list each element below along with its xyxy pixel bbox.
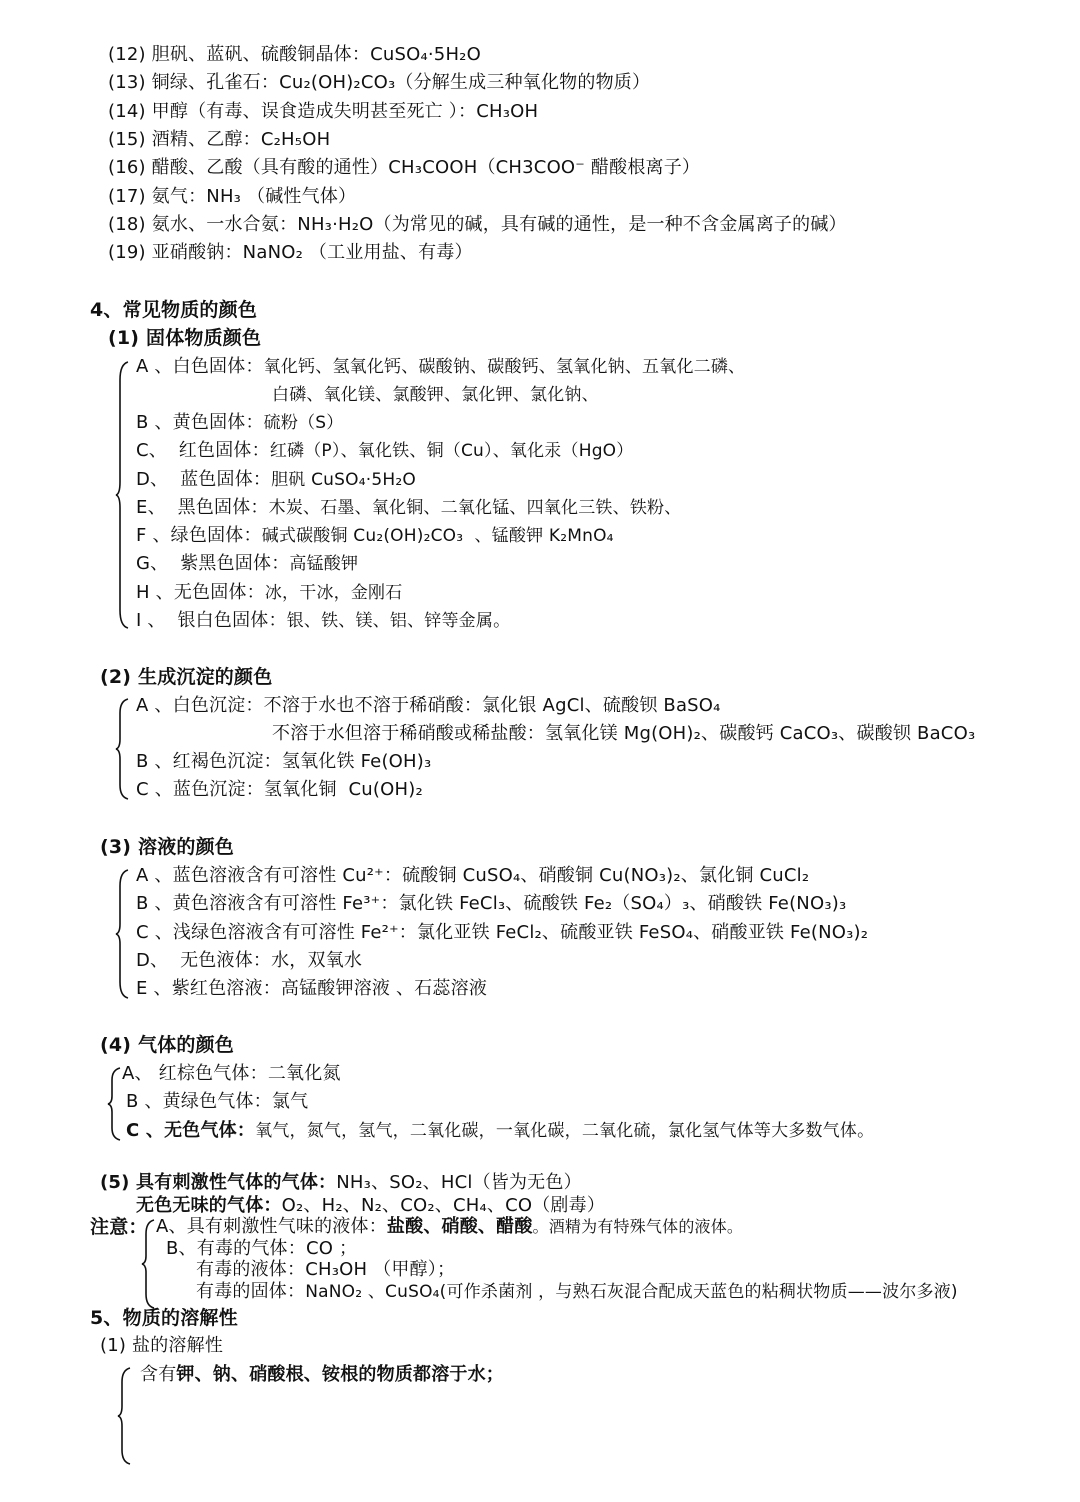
list-item: A、 红棕色气体：二氧化氮 (122, 1063, 341, 1084)
list-item: C 、蓝色沉淀：氢氧化铜 Cu(OH)₂ (136, 779, 423, 800)
section-title: 5、物质的溶解性 (90, 1307, 238, 1329)
left-brace-icon (118, 1366, 132, 1466)
list-item: B 、黄色溶液含有可溶性 Fe³⁺：氯化铁 FeCl₃、硫酸铁 Fe₂（SO₄）₃、硝酸铁 Fe(NO₃)₃ (136, 893, 847, 914)
odor-line: 无色无味的气体：O₂、H₂、N₂、CO₂、CH₄、CO（剧毒） (136, 1195, 606, 1216)
list-item: 有毒的液体：CH₃OH （甲醇）； (196, 1259, 456, 1280)
left-brace-icon (116, 360, 130, 630)
subsection-title-solution: (3) 溶液的颜色 (100, 836, 235, 858)
list-item: (13) 铜绿、孔雀石：Cu₂(OH)₂CO₃（分解生成三种氧化物的物质） (108, 72, 651, 93)
left-brace-icon (116, 697, 130, 801)
left-brace-icon (108, 1066, 122, 1142)
list-item: H 、无色固体：冰，干冰，金刚石 (136, 582, 403, 603)
list-item: A 、蓝色溶液含有可溶性 Cu²⁺：硫酸铜 CuSO₄、硝酸铜 Cu(NO₃)₂、氯化铜 CuCl₂ (136, 865, 810, 886)
list-item: C 、浅绿色溶液含有可溶性 Fe²⁺：氯化亚铁 FeCl₂、硫酸亚铁 FeSO₄、硝酸亚铁 Fe(NO₃)₂ (136, 922, 869, 943)
list-item: 不溶于水但溶于稀硝酸或稀盐酸：氢氧化镁 Mg(OH)₂、碳酸钙 CaCO₃、碳酸钡 BaCO₃ (272, 723, 976, 744)
list-item: (17) 氨气：NH₃ （碱性气体） (108, 186, 357, 207)
list-item: D、 蓝色固体：胆矾 CuSO₄·5H₂O (136, 469, 416, 490)
list-item: C 、无色气体：氧气，氮气，氢气，二氧化碳，一氧化碳，二氧化硫，氯化氢气体等大多数气体。 (126, 1120, 875, 1141)
list-item: B、有毒的气体：CO ； (166, 1238, 358, 1259)
odor-line: (5) 具有刺激性气体的气体：NH₃、SO₂、HCl（皆为无色） (100, 1172, 582, 1193)
list-item: (16) 醋酸、乙酸（具有酸的通性）CH₃COOH（CH3COO⁻ 醋酸根离子） (108, 157, 701, 178)
list-item: A、具有刺激性气味的液体：盐酸、硝酸、醋酸。酒精为有特殊气体的液体。 (156, 1216, 744, 1237)
list-item: I 、 银白色固体：银、铁、镁、铝、锌等金属。 (136, 610, 511, 631)
list-item: 含有钾、钠、硝酸根、铵根的物质都溶于水； (140, 1364, 505, 1385)
list-item: A 、白色固体：氧化钙、氢氧化钙、碳酸钠、碳酸钙、氢氧化钠、五氧化二磷、 (136, 356, 746, 377)
list-item: B 、黄绿色气体：氯气 (126, 1091, 309, 1112)
subsection-title-precipitate: (2) 生成沉淀的颜色 (100, 666, 273, 688)
list-item: (18) 氨水、一水合氨：NH₃·H₂O（为常见的碱，具有碱的通性，是一种不含金属离子的碱） (108, 214, 847, 235)
list-item: (19) 亚硝酸钠：NaNO₂ （工业用盐、有毒） (108, 242, 473, 263)
list-item: G、 紫黑色固体：高锰酸钾 (136, 553, 359, 574)
subsection-title-salt: (1) 盐的溶解性 (100, 1335, 224, 1356)
list-item: E、 黑色固体：木炭、石墨、氧化铜、二氧化锰、四氧化三铁、铁粉、 (136, 497, 682, 518)
list-item: (14) 甲醇（有毒、误食造成失明甚至死亡 ）：CH₃OH (108, 101, 539, 122)
list-item: C、 红色固体：红磷（P）、氧化铁、铜（Cu）、氧化汞（HgO） (136, 440, 634, 461)
list-item: (12) 胆矾、蓝矾、硫酸铜晶体：CuSO₄·5H₂O (108, 44, 481, 65)
left-brace-icon (116, 868, 130, 1000)
section-title: 4、常见物质的颜色 (90, 299, 258, 321)
list-item: E 、紫红色溶液：高锰酸钾溶液 、石蕊溶液 (136, 978, 488, 999)
list-item: 有毒的固体：NaNO₂ 、CuSO₄(可作杀菌剂 ，与熟石灰混合配成天蓝色的粘稠状物质——波尔多液) (196, 1281, 958, 1302)
list-item: B 、黄色固体：硫粉（S） (136, 412, 344, 433)
subsection-title-gas: (4) 气体的颜色 (100, 1034, 235, 1056)
list-item: A 、白色沉淀：不溶于水也不溶于稀硝酸：氯化银 AgCl、硫酸钡 BaSO₄ (136, 695, 721, 716)
left-brace-icon (142, 1218, 156, 1310)
list-item: (15) 酒精、乙醇：C₂H₅OH (108, 129, 331, 150)
list-item: B 、红褐色沉淀：氢氧化铁 Fe(OH)₃ (136, 751, 432, 772)
list-item: F 、绿色固体：碱式碳酸铜 Cu₂(OH)₂CO₃ 、锰酸钾 K₂MnO₄ (136, 525, 614, 546)
list-item: D、 无色液体：水，双氧水 (136, 950, 363, 971)
subsection-title-solid: (1) 固体物质颜色 (108, 327, 262, 349)
list-item: 白磷、氧化镁、氯酸钾、氯化钾、氯化钠、 (272, 385, 599, 405)
note-label: 注意： (90, 1216, 148, 1238)
